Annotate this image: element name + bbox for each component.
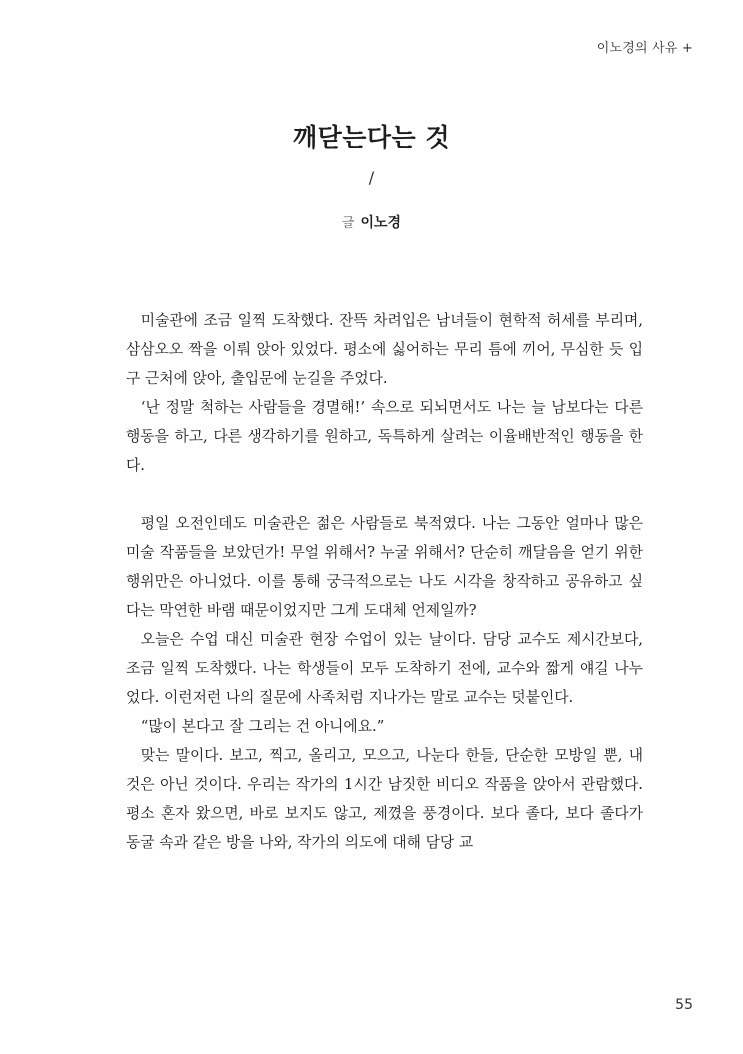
paragraph: 평일 오전인데도 미술관은 젊은 사람들로 북적였다. 나는 그동안 얼마나 많은 미술 작품들을 보았던가! 무얼 위해서? 누굴 위해서? 단순히 깨달음을 얻기 위한 행위만은 아니었다. 이를 통해 궁극적으로는 나도 시각을 창작하고 공유하고 싶다는 막연한 바램 때문이었지만 그게 도대체 언제일까? <box>126 515 643 619</box>
byline <box>0 212 743 232</box>
paragraph: 오늘은 수업 대신 미술관 현장 수업이 있는 날이다. 담당 교수도 제시간보다, 조금 일찍 도착했다. 나는 학생들이 모두 도착하기 전에, 교수와 짧게 얘길 나누었다. 이런저런 나의 질문에 사족처럼 지나가는 말로 교수는 덧붙인다. <box>126 631 643 706</box>
author-name: 이노경 <box>360 215 402 231</box>
running-header: 이노경의 사유 + <box>596 41 693 56</box>
byline-prefix: 글 <box>341 216 355 231</box>
article-title: 깨닫는다는 것 <box>292 123 451 152</box>
page-number: 55 <box>675 997 693 1013</box>
title-divider: / <box>368 168 375 187</box>
quote-paragraph: “많이 본다고 잘 그리는 건 아니에요.” <box>140 718 385 735</box>
article-body <box>126 306 643 857</box>
paragraph: 맞는 말이다. 보고, 찍고, 올리고, 모으고, 나눈다 한들, 단순한 모방일 뿐, 내 것은 아닌 것이다. 우리는 작가의 1시간 남짓한 비디오 작품을 앉아서 관람했다. 평소 혼자 왔으면, 바로 보지도 않고, 제꼈을 풍경이다. 보다 졸다, 보다 졸다가 동굴 속과 같은 방을 나와, 작가의 의도에 대해 담당 교 <box>126 747 643 851</box>
paragraph: ‘난 정말 척하는 사람들을 경멸해!’ 속으로 되뇌면서도 나는 늘 남보다는 다른 행동을 하고, 다른 생각하기를 원하고, 독특하게 살려는 이율배반적인 행동을 한다. <box>126 399 643 474</box>
paragraph: 미술관에 조금 일찍 도착했다. 잔뜩 차려입은 남녀들이 현학적 허세를 부리며, 삼삼오오 짝을 이뤄 앉아 있었다. 평소에 싫어하는 무리 틈에 끼어, 무심한 듯 입구 근처에 앉아, 출입문에 눈길을 주었다. <box>126 312 643 387</box>
